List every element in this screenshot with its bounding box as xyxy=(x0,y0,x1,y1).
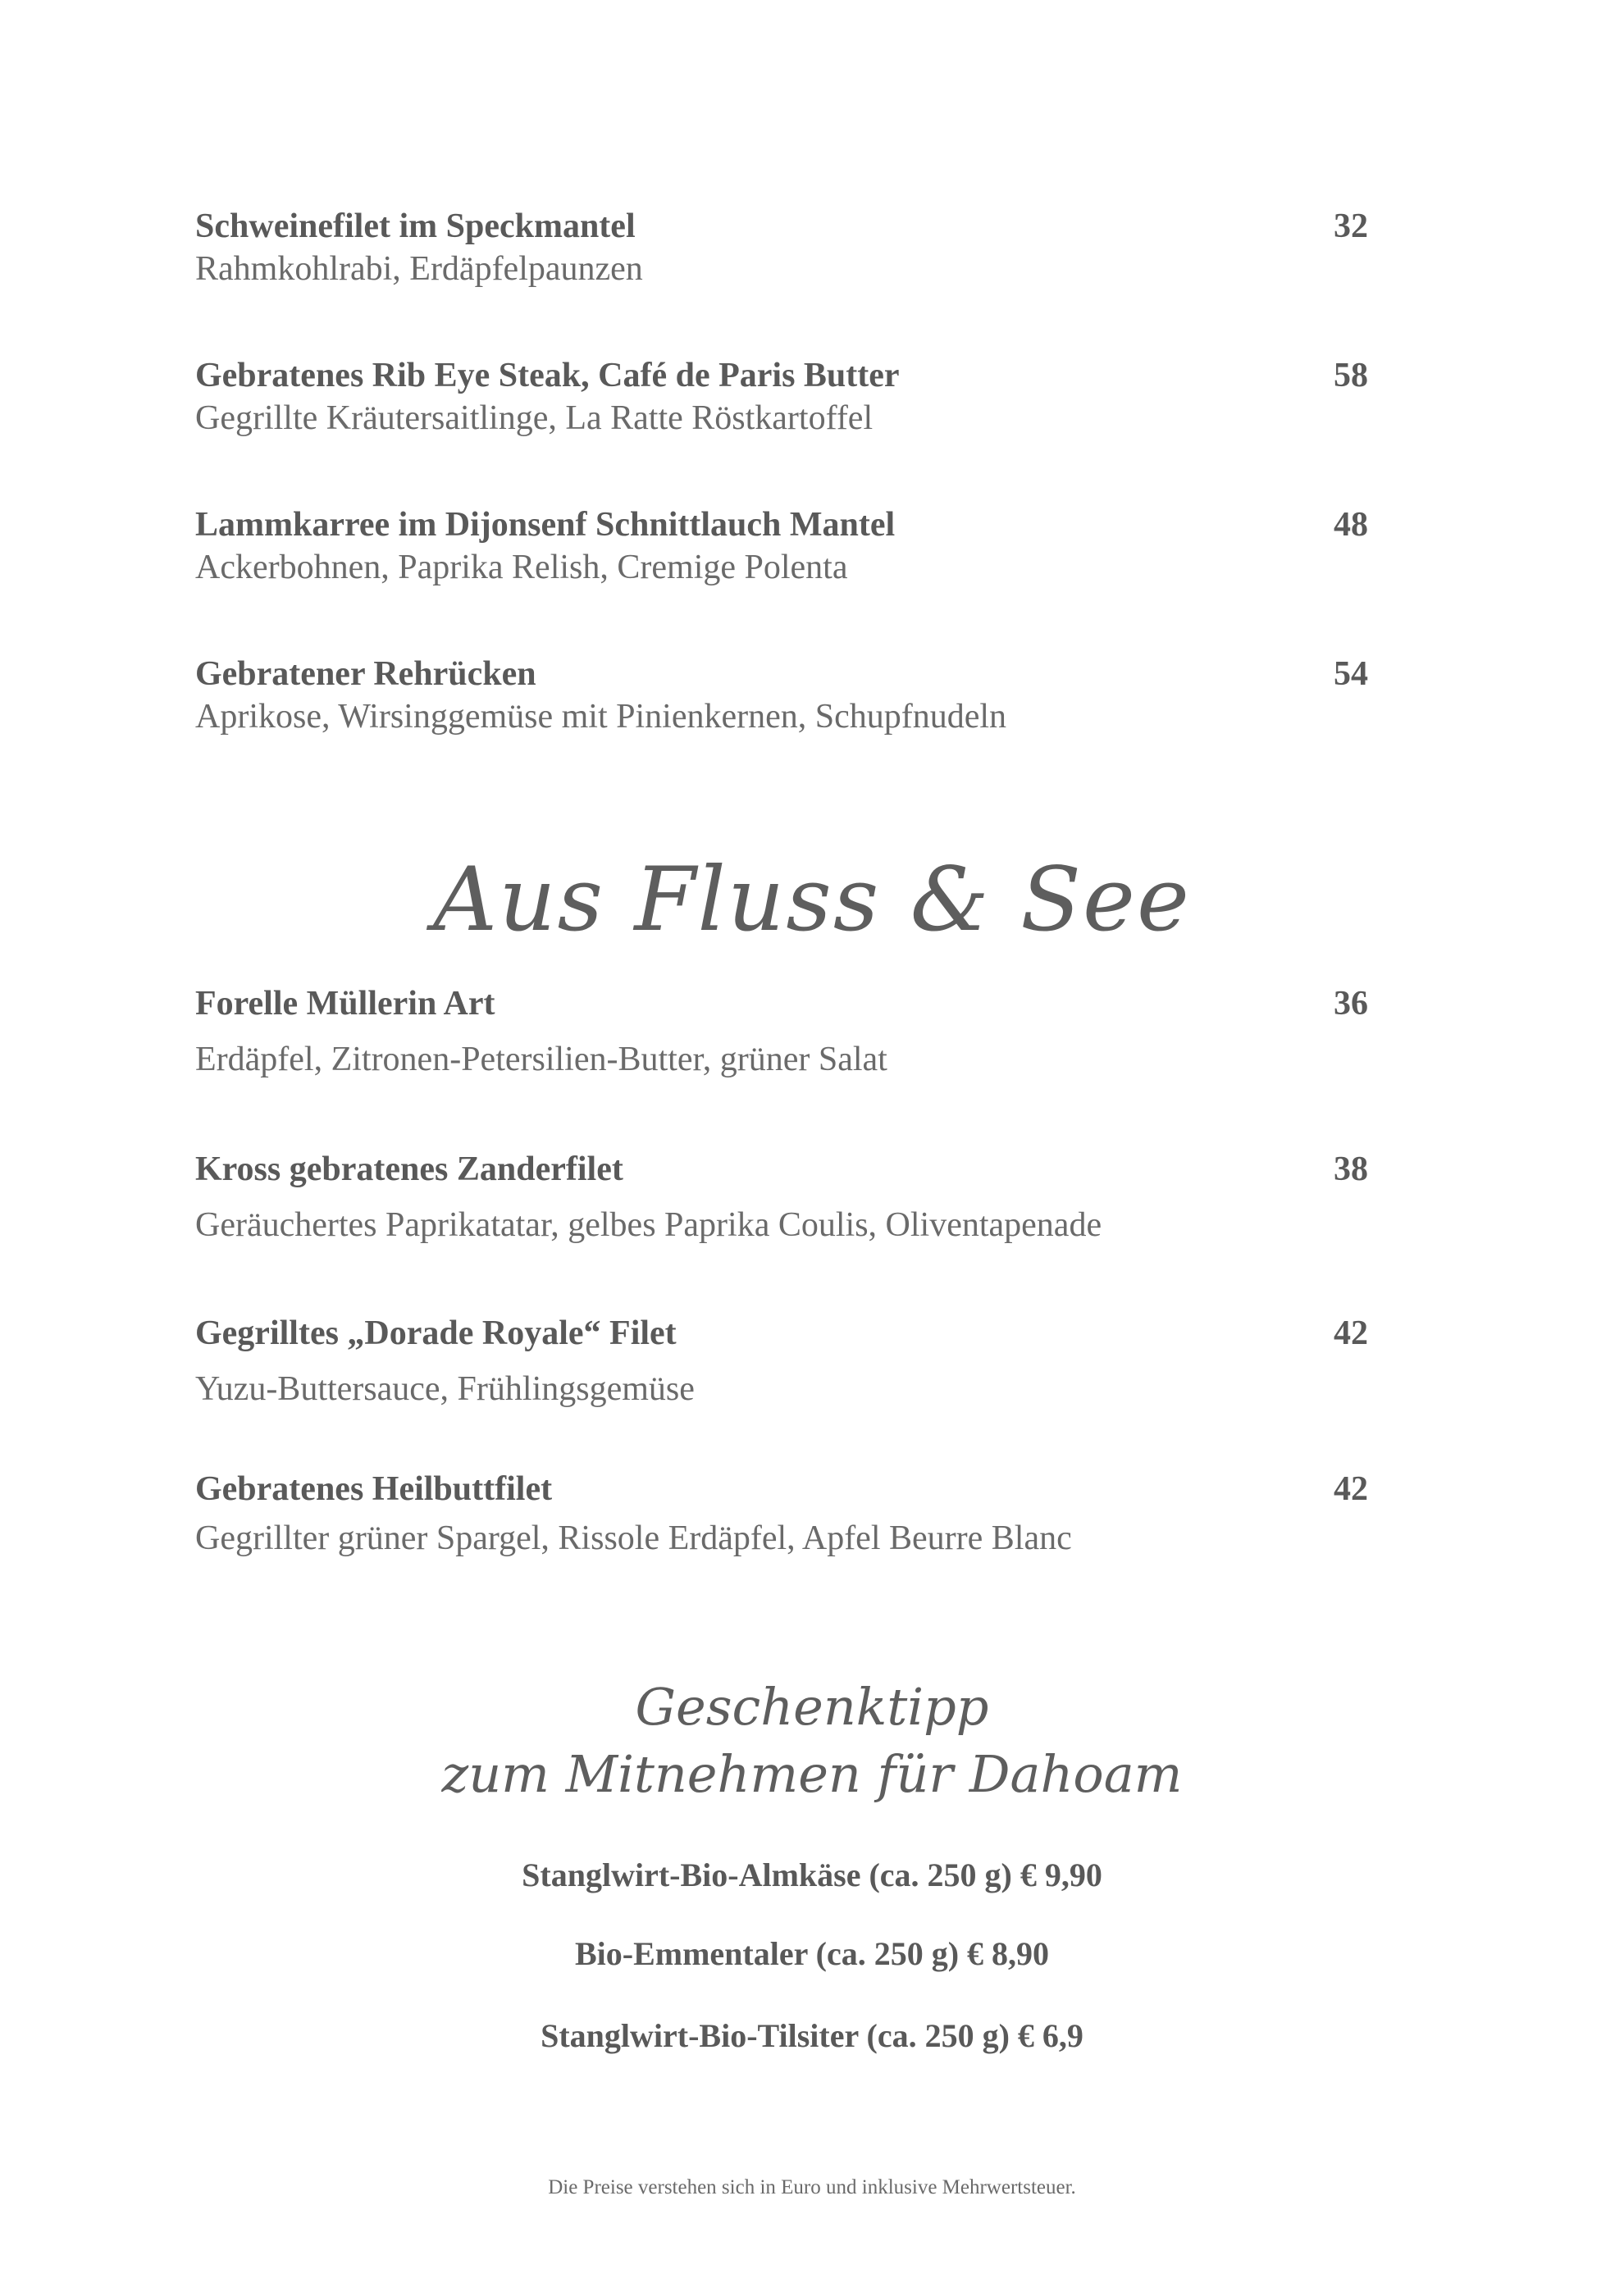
dish-price: 42 xyxy=(1334,1314,1368,1352)
dish-description: Ackerbohnen, Paprika Relish, Cremige Polenta xyxy=(195,549,848,586)
price-note: Die Preise verstehen sich in Euro und inklusive Mehrwertsteuer. xyxy=(548,2176,1076,2198)
dish-price: 36 xyxy=(1334,985,1368,1023)
dish-name: Gebratener Rehrücken xyxy=(195,655,536,693)
dish-description: Geräuchertes Paprikatatar, gelbes Paprika Coulis, Oliventapenade xyxy=(195,1206,1102,1244)
dish-name: Forelle Müllerin Art xyxy=(195,985,495,1023)
gift-item: Stanglwirt-Bio-Almkäse (ca. 250 g) € 9,90 xyxy=(522,1856,1102,1893)
dish-name: Gegrilltes „Dorade Royale“ Filet xyxy=(195,1314,677,1352)
dish-description: Yuzu-Buttersauce, Frühlingsgemüse xyxy=(195,1370,695,1408)
gift-item: Stanglwirt-Bio-Tilsiter (ca. 250 g) € 6,9 xyxy=(541,2017,1083,2054)
dish-name: Gebratenes Heilbuttfilet xyxy=(195,1470,553,1508)
menu-item xyxy=(195,1468,1368,1560)
menu-item xyxy=(195,354,1368,440)
menu-item xyxy=(195,653,1368,738)
dish-name: Kross gebratenes Zanderfilet xyxy=(195,1150,623,1188)
dish-name: Gebratenes Rib Eye Steak, Café de Paris Butter xyxy=(195,357,900,394)
dish-price: 38 xyxy=(1334,1150,1368,1188)
gift-item: Bio-Emmentaler (ca. 250 g) € 8,90 xyxy=(574,1935,1050,1972)
dish-price: 58 xyxy=(1334,357,1368,394)
dish-price: 54 xyxy=(1334,655,1368,693)
section-title: Aus Fluss & See xyxy=(433,849,1191,951)
dish-description: Gegrillte Kräutersaitlinge, La Ratte Röstkartoffel xyxy=(195,399,874,437)
dish-description: Rahmkohlrabi, Erdäpfelpaunzen xyxy=(195,250,643,288)
dish-description: Gegrillter grüner Spargel, Rissole Erdäpfel, Apfel Beurre Blanc xyxy=(195,1519,1072,1557)
menu-item xyxy=(195,982,1368,1081)
dish-price: 32 xyxy=(1334,207,1368,245)
dish-price: 42 xyxy=(1334,1470,1368,1508)
menu-item xyxy=(195,1148,1368,1246)
dish-name: Schweinefilet im Speckmantel xyxy=(195,207,636,245)
gift-title: Geschenktipp xyxy=(635,1677,989,1737)
menu-item xyxy=(195,503,1368,589)
dish-price: 48 xyxy=(1334,506,1368,544)
menu-item xyxy=(195,1312,1368,1410)
dish-description: Aprikose, Wirsinggemüse mit Pinienkernen, Schupfnudeln xyxy=(195,698,1007,736)
gift-subtitle: zum Mitnehmen für Dahoam xyxy=(441,1744,1183,1804)
dish-description: Erdäpfel, Zitronen-Petersilien-Butter, grüner Salat xyxy=(195,1041,887,1078)
menu-item xyxy=(195,205,1368,290)
dish-name: Lammkarree im Dijonsenf Schnittlauch Mantel xyxy=(195,506,896,544)
